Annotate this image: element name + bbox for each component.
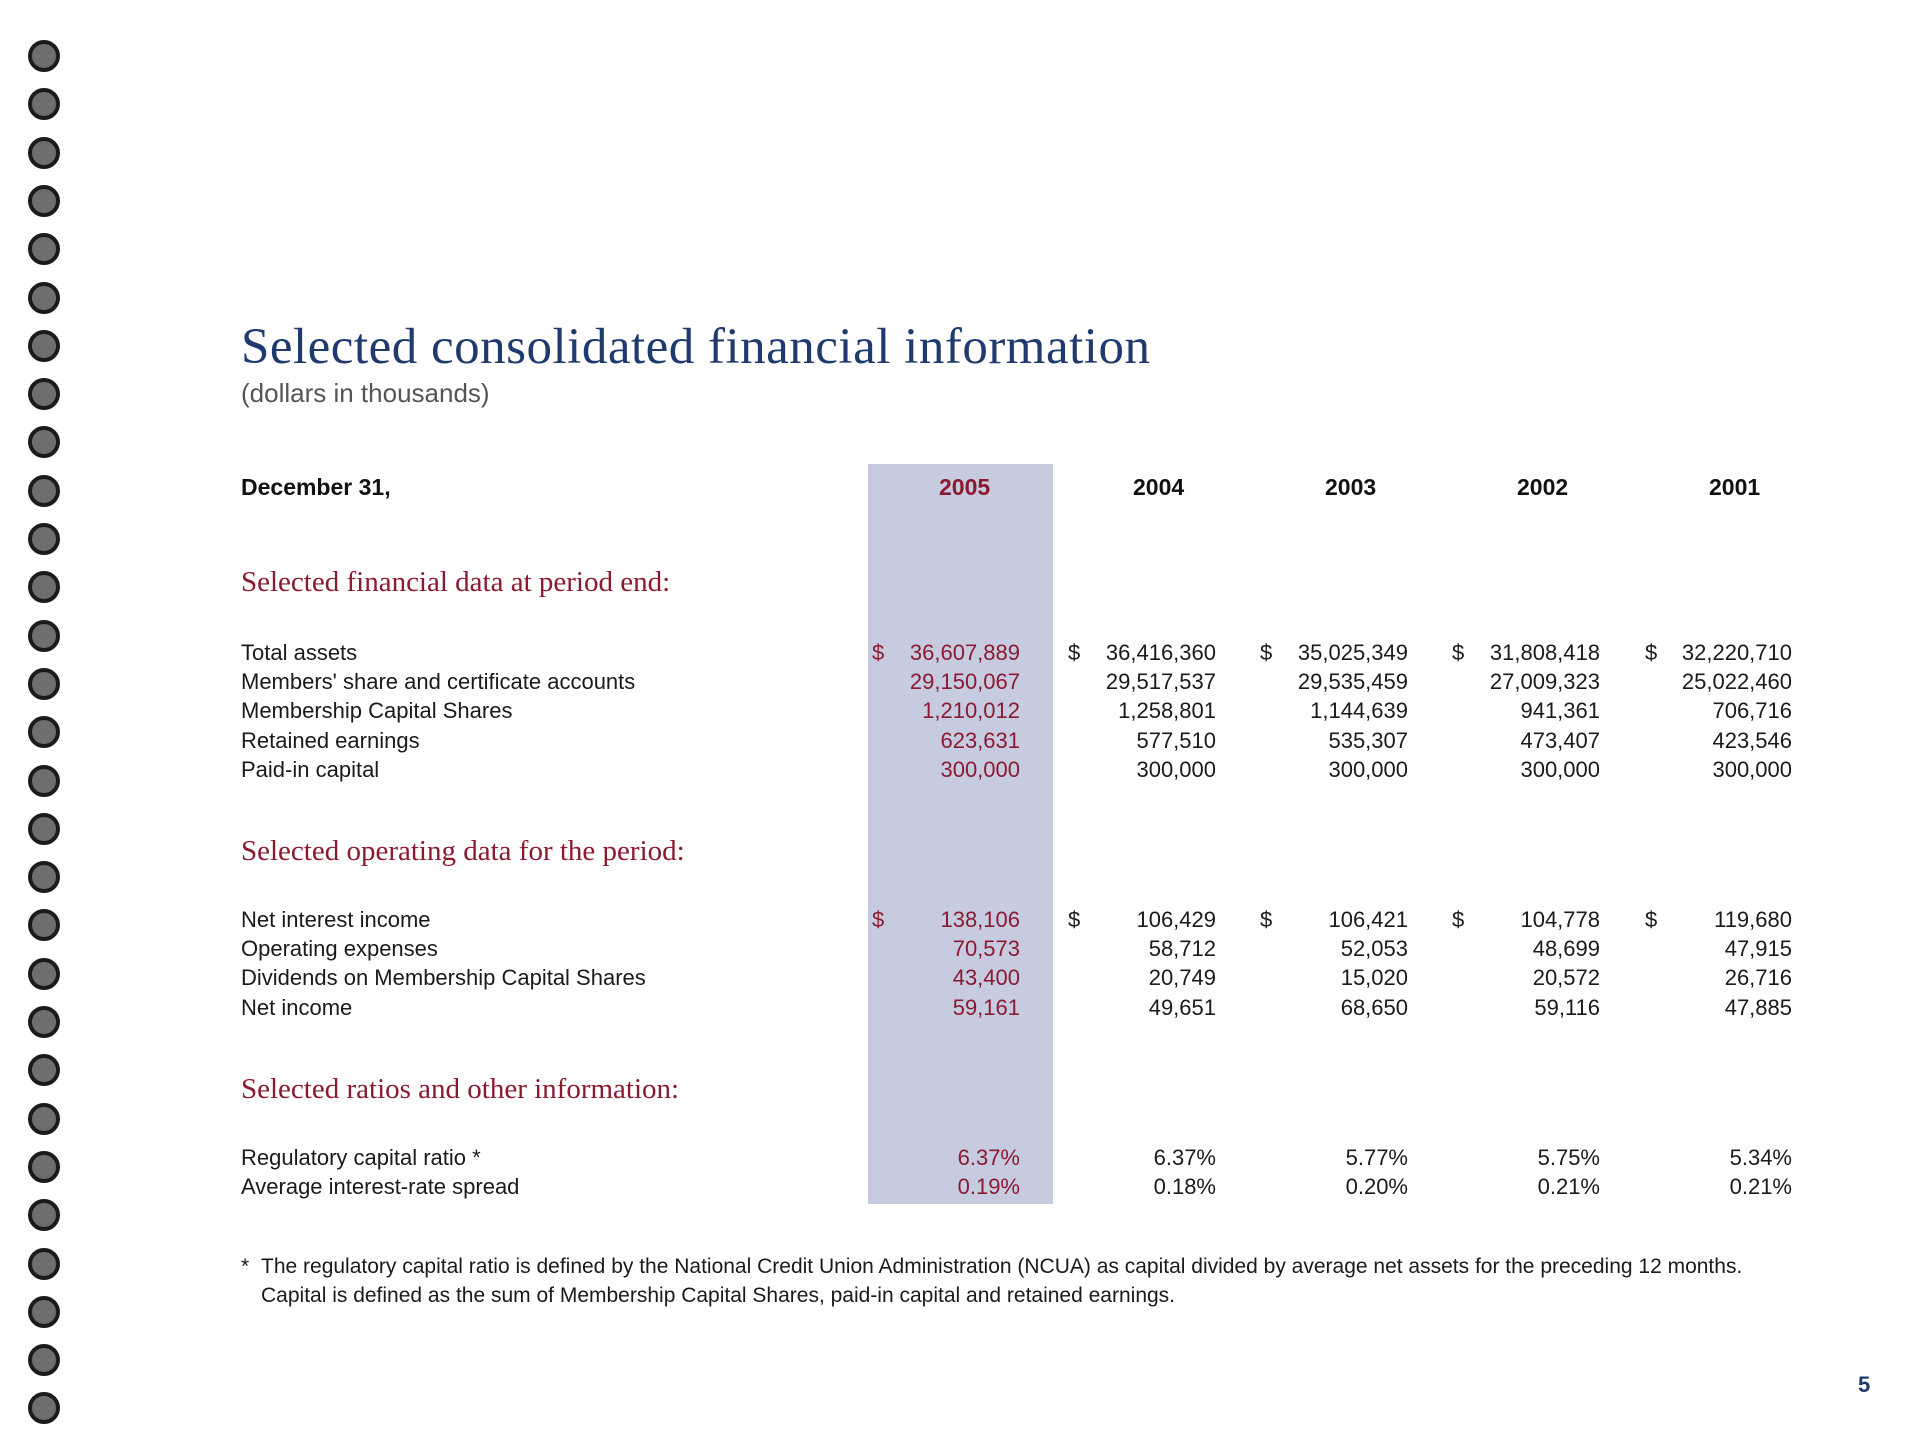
binding-ring (28, 1344, 60, 1376)
value-cell-2003: 0.20% (1345, 1174, 1408, 1200)
value-cell-2004: 36,416,360 (1105, 640, 1216, 665)
footnote-mark: * (241, 1255, 250, 1278)
value-cell-2001: 25,022,460 (1681, 669, 1792, 695)
row-label: Membership Capital Shares (241, 698, 513, 724)
section-title: Selected financial data at period end: (241, 566, 671, 598)
value-cell-2001: 5.34% (1729, 1145, 1792, 1170)
table-row (0, 936, 1920, 966)
footnote (241, 1252, 1801, 1310)
currency-symbol: $ (1452, 640, 1465, 665)
row-label: Members' share and certificate accounts (241, 669, 636, 695)
binding-ring (28, 523, 60, 555)
value-cell-2005: 36,607,889 (909, 640, 1020, 665)
value-cell-2004: 106,429 (1136, 907, 1216, 932)
row-label: Regulatory capital ratio * (241, 1145, 481, 1170)
header-year-2001: 2001 (1709, 474, 1761, 500)
value-cell-2002: 27,009,323 (1489, 669, 1600, 695)
binding-ring (28, 1054, 60, 1086)
value-cell-2001: 47,885 (1724, 994, 1792, 1020)
value-cell-2002: 473,407 (1520, 727, 1600, 753)
value-cell-2001: 423,546 (1712, 727, 1792, 753)
row-label: Average interest-rate spread (241, 1174, 520, 1200)
row-label: Dividends on Membership Capital Shares (241, 965, 646, 991)
header-date-label: December 31, (241, 474, 391, 500)
binding-ring (28, 88, 60, 120)
currency-symbol: $ (1645, 640, 1658, 665)
binding-ring (28, 475, 60, 507)
value-cell-2004: 58,712 (1148, 936, 1216, 962)
page-title: Selected consolidated financial information (241, 319, 1151, 375)
value-cell-2004: 577,510 (1136, 727, 1216, 753)
table-row (0, 995, 1920, 1025)
table-row (0, 1174, 1920, 1204)
table-row (0, 1145, 1920, 1175)
currency-symbol: $ (1068, 640, 1081, 665)
header-year-2004: 2004 (1133, 474, 1185, 500)
page-number: 5 (1858, 1372, 1871, 1397)
currency-symbol: $ (872, 640, 885, 665)
binding-ring (28, 378, 60, 410)
binding-ring (28, 282, 60, 314)
currency-symbol: $ (1260, 640, 1273, 665)
value-cell-2003: 300,000 (1328, 756, 1408, 782)
value-cell-2001: 47,915 (1724, 936, 1792, 962)
value-cell-2003: 106,421 (1328, 907, 1408, 932)
row-label: Paid-in capital (241, 756, 380, 782)
header-year-2002: 2002 (1517, 474, 1569, 500)
footnote-text: The regulatory capital ratio is defined by the National Credit Union Administration (NCUA) as capital divided by average net assets for the preceding 12 months. Capital is defined as the sum of Membership Capital Shares, paid-in capital and retained earnings. (261, 1255, 1743, 1307)
highlighted-year-column (868, 464, 1053, 1204)
value-cell-2004: 1,258,801 (1118, 698, 1216, 724)
value-cell-2005: 138,106 (940, 907, 1020, 932)
value-cell-2003: 68,650 (1340, 994, 1408, 1020)
value-cell-2005: 623,631 (940, 727, 1020, 753)
value-cell-2004: 29,517,537 (1105, 669, 1216, 695)
value-cell-2002: 300,000 (1520, 756, 1600, 782)
binding-ring (28, 571, 60, 603)
binding-ring (28, 1392, 60, 1424)
value-cell-2004: 300,000 (1136, 756, 1216, 782)
table-row (0, 757, 1920, 787)
binding-ring (28, 813, 60, 845)
value-cell-2005: 59,161 (952, 994, 1020, 1020)
table-row (0, 640, 1920, 670)
binding-ring (28, 861, 60, 893)
table-row (0, 669, 1920, 699)
value-cell-2001: 706,716 (1712, 698, 1792, 724)
value-cell-2004: 20,749 (1148, 965, 1216, 991)
row-label: Retained earnings (241, 727, 420, 753)
value-cell-2005: 1,210,012 (922, 698, 1020, 724)
value-cell-2002: 104,778 (1520, 907, 1600, 932)
value-cell-2002: 31,808,418 (1489, 640, 1600, 665)
table-row (0, 965, 1920, 995)
row-label: Net interest income (241, 907, 431, 932)
binding-ring (28, 233, 60, 265)
binding-ring (28, 185, 60, 217)
section-title: Selected ratios and other information: (241, 1073, 680, 1105)
value-cell-2003: 35,025,349 (1297, 640, 1408, 665)
value-cell-2004: 49,651 (1148, 994, 1216, 1020)
header-year-2003: 2003 (1325, 474, 1377, 500)
currency-symbol: $ (872, 907, 885, 932)
binding-ring (28, 1296, 60, 1328)
value-cell-2003: 29,535,459 (1297, 669, 1408, 695)
value-cell-2001: 300,000 (1712, 756, 1792, 782)
value-cell-2005: 70,573 (952, 936, 1020, 962)
binding-ring (28, 40, 60, 72)
value-cell-2003: 1,144,639 (1310, 698, 1408, 724)
row-label: Net income (241, 994, 353, 1020)
value-cell-2001: 26,716 (1724, 965, 1792, 991)
table-row (0, 698, 1920, 728)
binding-ring (28, 330, 60, 362)
currency-symbol: $ (1452, 907, 1465, 932)
value-cell-2002: 5.75% (1537, 1145, 1600, 1170)
row-label: Total assets (241, 640, 358, 665)
value-cell-2005: 29,150,067 (909, 669, 1020, 695)
currency-symbol: $ (1068, 907, 1081, 932)
value-cell-2005: 300,000 (940, 756, 1020, 782)
currency-symbol: $ (1260, 907, 1273, 932)
value-cell-2005: 0.19% (957, 1174, 1020, 1200)
currency-symbol: $ (1645, 907, 1658, 932)
section-title: Selected operating data for the period: (241, 835, 685, 867)
value-cell-2002: 20,572 (1532, 965, 1600, 991)
value-cell-2001: 119,680 (1714, 907, 1792, 932)
header-year-2005: 2005 (939, 474, 991, 500)
table-row (0, 728, 1920, 758)
value-cell-2005: 6.37% (957, 1145, 1020, 1170)
value-cell-2002: 59,116 (1534, 994, 1600, 1020)
binding-ring (28, 1103, 60, 1135)
value-cell-2002: 48,699 (1532, 936, 1600, 962)
value-cell-2005: 43,400 (952, 965, 1020, 991)
value-cell-2003: 535,307 (1328, 727, 1408, 753)
page-subtitle: (dollars in thousands) (241, 378, 490, 408)
binding-ring (28, 426, 60, 458)
value-cell-2003: 5.77% (1345, 1145, 1408, 1170)
value-cell-2001: 0.21% (1729, 1174, 1792, 1200)
value-cell-2003: 15,020 (1340, 965, 1408, 991)
binding-ring (28, 137, 60, 169)
value-cell-2002: 0.21% (1537, 1174, 1600, 1200)
value-cell-2002: 941,361 (1520, 698, 1600, 724)
value-cell-2003: 52,053 (1340, 936, 1408, 962)
value-cell-2001: 32,220,710 (1681, 640, 1792, 665)
row-label: Operating expenses (241, 936, 438, 962)
binding-ring (28, 1248, 60, 1280)
value-cell-2004: 6.37% (1153, 1145, 1216, 1170)
table-row (0, 907, 1920, 937)
value-cell-2004: 0.18% (1153, 1174, 1216, 1200)
